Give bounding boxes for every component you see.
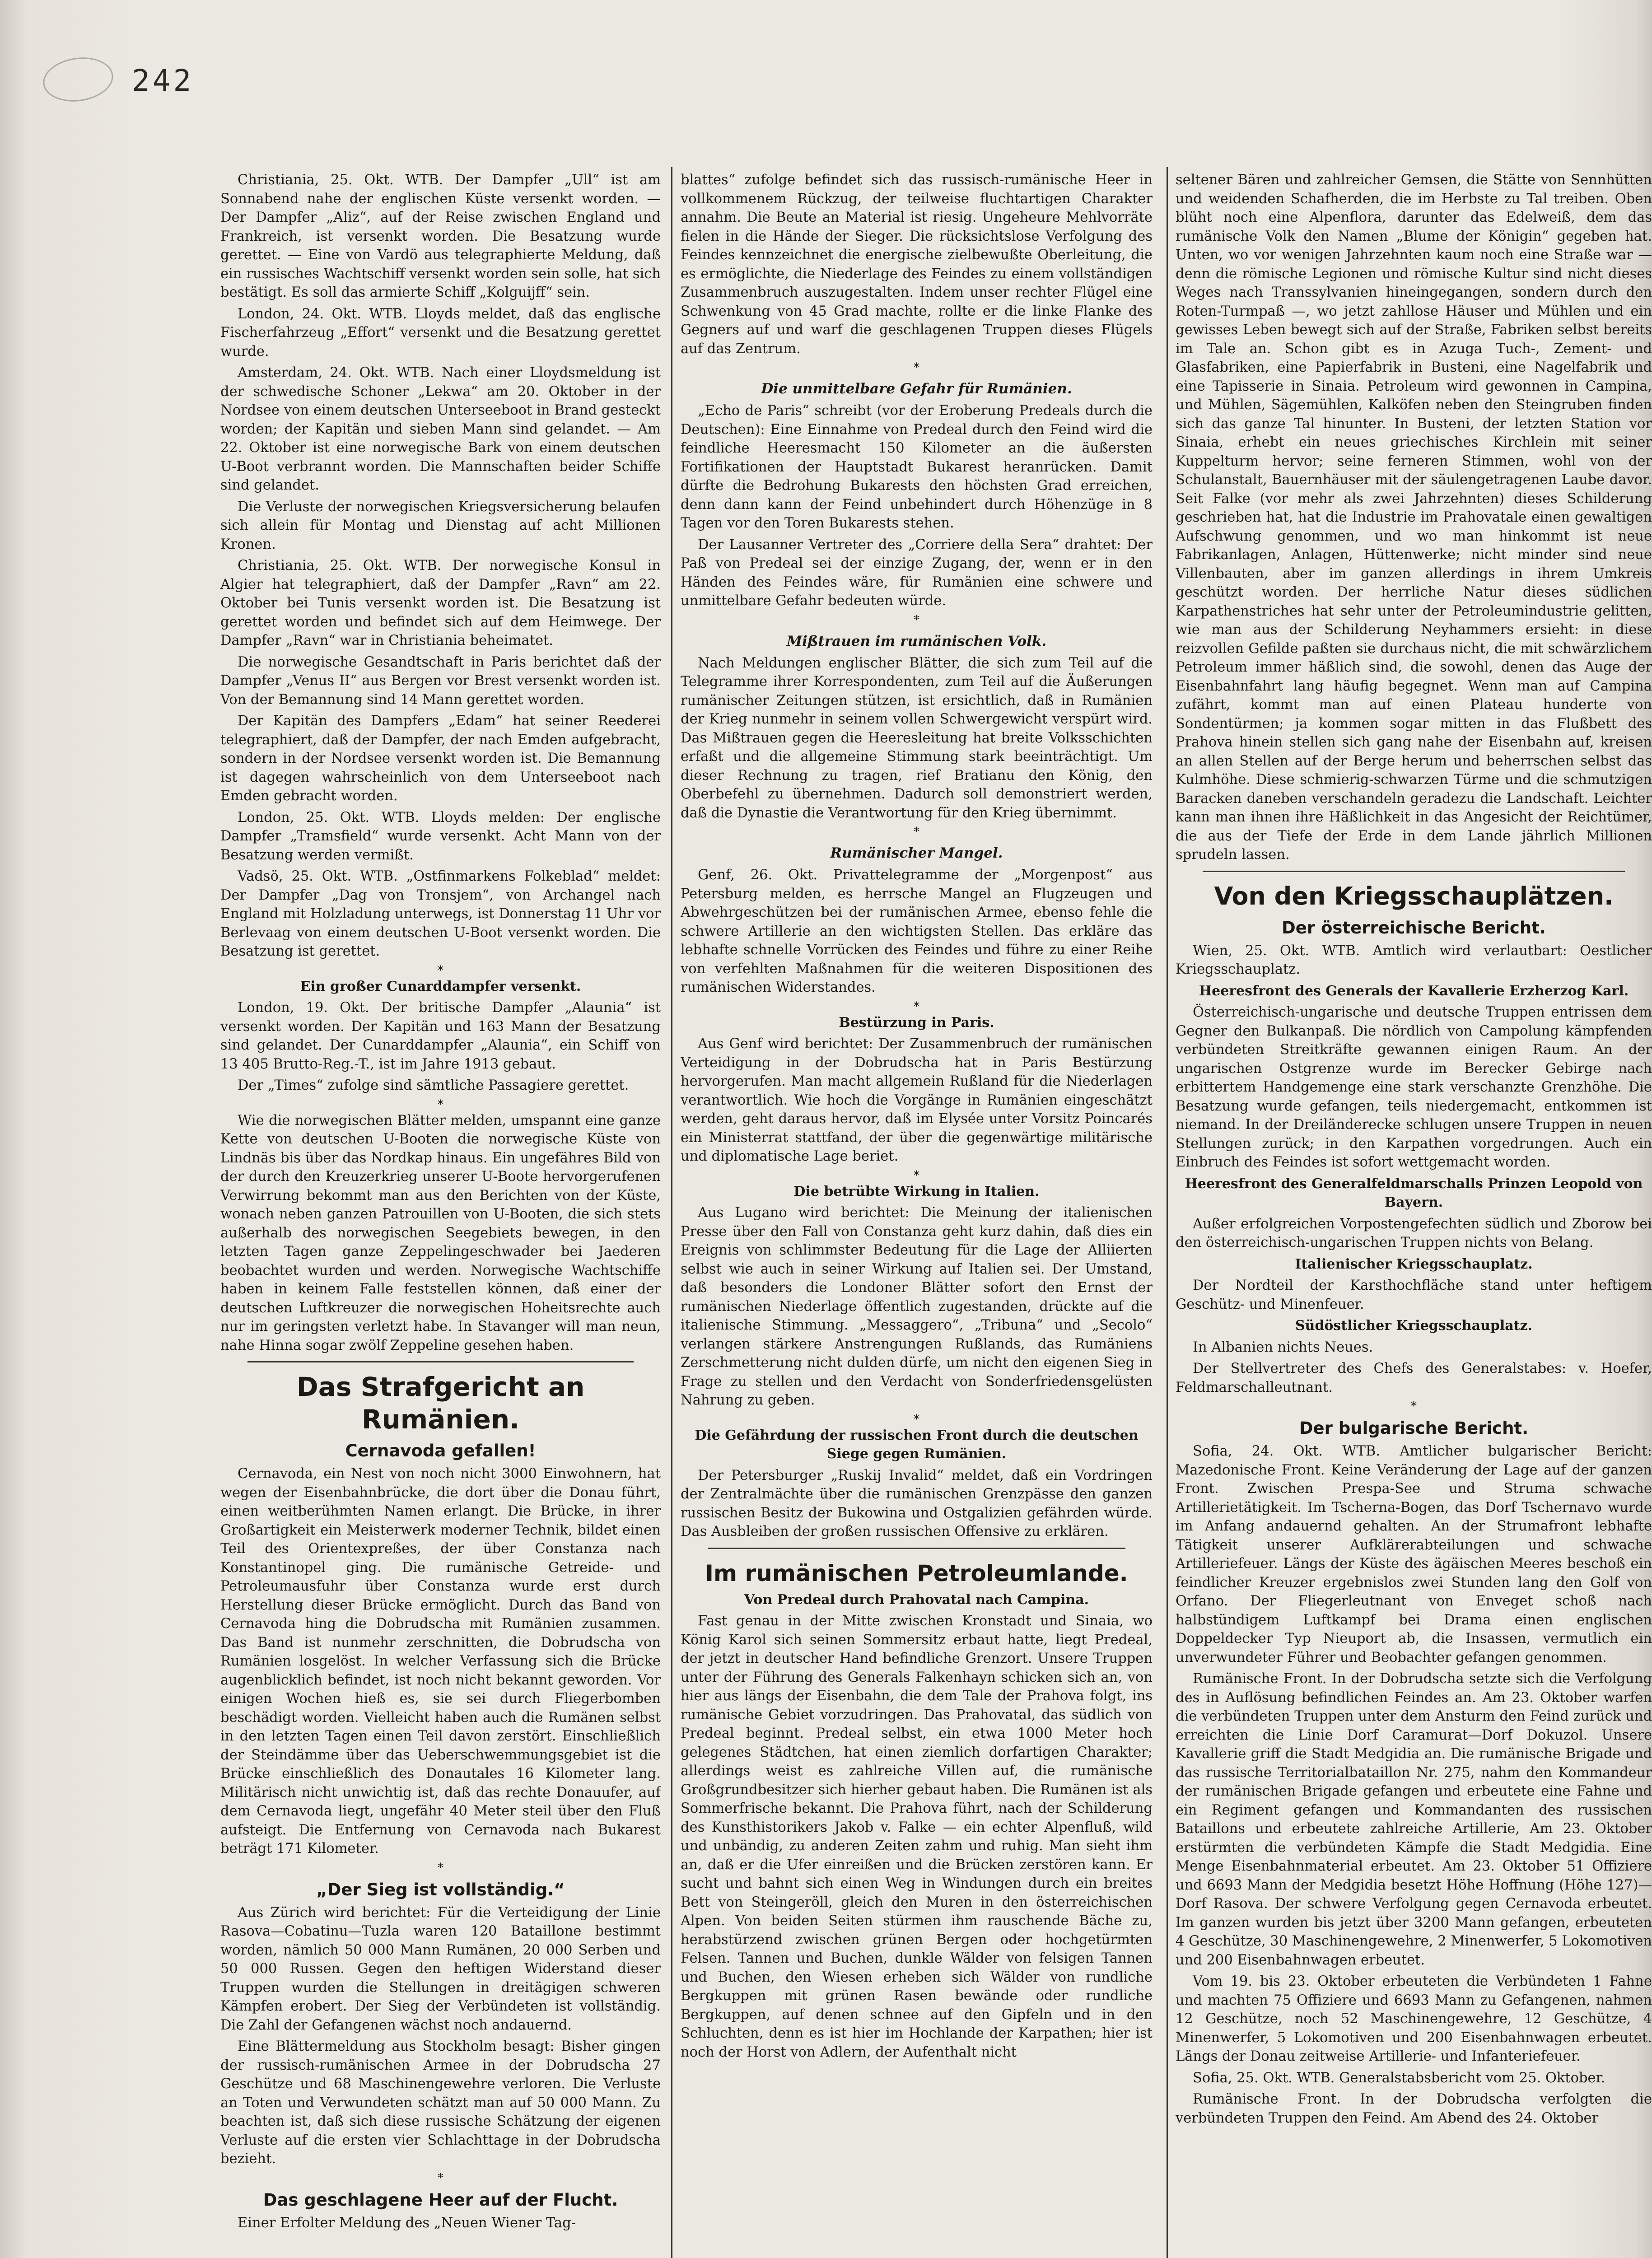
asterisk-separator: *	[438, 1861, 443, 1875]
article-paragraph: „Echo de Paris“ schreibt (vor der Eroberung Predeals durch die Deutschen): Eine Einnahme von Predeal durch den Feind wird die feindliche Heeresmacht 150 Kilometer an die äußersten Fortifikationen der Hauptstadt Bukarest heranrücken. Damit dürfte die Bedrohung Bukarests den höchsten Grad erreichen, denn dann kann der Feind unbehindert durch Höhenzüge in 8 Tagen vor den Toren Bukarests stehen.	[681, 403, 1153, 531]
article-paragraph: Aus Zürich wird berichtet: Für die Verteidigung der Linie Rasova—Cobatinu—Tuzla waren 120 Bataillone bestimmt worden, nämlich 50 000 Mann Rumänen, 20 000 Serben und 50 000 Russen. Gegen den heftigen Widerstand dieser Truppen wurden die Stellungen in dreitägigen schweren Kämpfen erobert. Der Sieg der Verbündeten ist vollständig. Die Zahl der Gefangenen wächst noch andauernd.	[220, 1904, 661, 2033]
subheadline: Cernavoda gefallen!	[345, 1441, 536, 1460]
subheading: Heeresfront des Generals der Kavallerie Erzherzog Karl.	[1199, 983, 1629, 999]
subheading: Bestürzung in Paris.	[839, 1014, 994, 1031]
article-paragraph: London, 25. Okt. WTB. Lloyds melden: Der englische Dampfer „Tramsfield“ wurde versenkt. Acht Mann von der Besatzung werden vermißt.	[220, 809, 661, 863]
article-paragraph: Eine Blättermeldung aus Stockholm besagt: Bisher gingen der russisch-rumänischen Armee in der Dobrudscha 27 Geschütze und 68 Maschinengewehre verloren. Die Verluste an Toten und Verwundeten schätzt man auf 50 000 Mann. Zu beachten ist, daß sich diese russische Schätzung der eigenen Verluste auf die ersten vier Schlachttage in der Dobrudscha bezieht.	[220, 2039, 661, 2167]
article-paragraph: blattes“ zufolge befindet sich das russisch-rumänische Heer in vollkommenem Rückzug, der teilweise fluchtartigen Charakter annahm. Die Beute an Material ist riesig. Ungeheure Mehlvorräte fielen in die Hände der Sieger. Die rücksichtslose Verfolgung des Feindes kennzeichnet die energische zielbewußte Oberleitung, die es ermöglichte, die Niederlage des Feindes zu einem vollständigen Zusammenbruch auszugestalten. Indem unser rechter Flügel eine Schwenkung von 45 Grad machte, rollte er die linke Flanke des Gegners auf und warf die geschlagenen Truppen dieses Flügels auf das Zentrum.	[681, 172, 1153, 357]
article-paragraph: seltener Bären und zahlreicher Gemsen, die Stätte von Sennhütten und weidenden Schafherden, die im Herbste zu Tal treiben. Oben blüht noch eine Alpenflora, darunter das Edelweiß, dem das rumänische Volk den Namen „Blume der Königin“ gegeben hat. Unten, wo vor wenigen Jahrzehnten kaum noch eine Straße war — denn die römische Legionen und römische Kultur sind nicht dieses Weges nach Transsylvanien hineingegangen, sondern durch den Roten-Turmpaß —, wo jetzt zahllose Häuser und Mühlen und ein gewisses Leben bewegt sich auf der Straße, Fabriken selbst bereits im Tale an. Schon gibt es in Azuga Tuch-, Zement- und Glasfabriken, eine Papierfabrik in Busteni, eine Nagelfabrik und eine Tapisserie in Sinaia. Petroleum wird gewonnen in Campina, und Mühlen, Sägemühlen, Kalköfen neben den Steingruben finden sich das ganze Tal hinunter. In Busteni, der letzten Station vor Sinaia, erhebt ein neues griechisches Kirchlein mit seiner Kuppelturm hervor; seine ferneren Stimmen, wohl von der Schulanstalt, Bauernhäuser mit der säulengetragenen Laube davor. Seit Falke (vor mehr als zwei Jahrzehnten) dieses Schilderung geschrieben hat, hat die Industrie im Prahovatale einen gewaltigen Aufschwung genommen, und wo man hinkommt ist neue Fabrikanlagen, Anlagen, Hüttenwerke; nicht minder sind neue Villenbauten, aber im ganzen allerdings in ihrem Umkreis geschützt worden. Der herrliche Natur dieses südlichen Karpathenstriches hat sehr unter der Petroleumindustrie gelitten, wie man aus der Schilderung Neyhammers ersieht: in diese reizvollen Gefilde paßten sie durchaus nicht, die mit schwärzlichem Petroleum immer häßlich sind, die sowohl, denen das Auge der Eisenbahnfahrt lang häufig begegnet. Wenn man auf Campina zufährt, kommt man auf einen Plateau hunderte von Sondentürmen; ja kommen sogar mitten in das Flußbett des Prahova hinein stellen sich gang nahe der Eisenbahn auf, kreisen an allen Stellen auf der Berge herum und beherrschen selbst das Kulmhöhe. Diese schmierig-schwarzen Türme und die schmutzigen Baracken daneben verschandeln geradezu die Landschaft. Leichter kann man ihnen ihre Häßlichkeit in das Angesicht der Reichtümer, die aus der Tiefe der Erde in dem Lande jährlich Millionen sprudeln lassen.	[1176, 172, 1652, 863]
section-rule	[1203, 871, 1625, 872]
article-paragraph: Österreichisch-ungarische und deutsche Truppen entrissen dem Gegner den Bulkanpaß. Die nördlich von Campolung kämpfenden verbündeten Streitkräfte gewannen einigen Raum. An der ungarischen Ostgrenze wurde im Berecker Gebirge nach erbittertem Handgemenge eine stark verschanzte Grenzhöhe. Die Besatzung wurde gefangen, teils niedergemacht, entkommen ist niemand. In der Dreiländerecke schlugen unsere Truppen in neuen Stellungen zurück; in den Karpathen vorgedrungen. Auch ein Einbruch des Feindes ist sofort wettgemacht worden.	[1176, 1004, 1652, 1170]
subheadline: Rumänischer Mangel.	[830, 845, 1003, 861]
column-rule	[1167, 167, 1168, 2258]
section-rule	[708, 1548, 1125, 1549]
subheadline: Der bulgarische Bericht.	[1299, 1418, 1529, 1438]
article-paragraph: Fast genau in der Mitte zwischen Kronstadt und Sinaia, wo König Karol sich seinen Sommersitz erbaut hatte, liegt Predeal, der jetzt in deutscher Hand befindliche Grenzort. Unsere Truppen unter der Führung des Generals Falkenhayn schicken sich an, von hier aus längs der Eisenbahn, die dem Tale der Prahova folgt, ins rumänische Gebiet vorzudringen. Das Prahovatal, das südlich von Predeal beginnt. Predeal selbst, ein etwa 1000 Meter hoch gelegenes Städtchen, hat einen ziemlich dorfartigen Charakter; allerdings weist es zahlreiche Villen auf, die rumänische Großgrundbesitzer sich hierher gebaut haben. Die Rumänen ist als Sommerfrische bekannt. Die Prahova führt, nach der Schilderung des Kunsthistorikers Jakob v. Falke — ein echter Alpenfluß, wild und unbändig, zu anderen Zeiten zahm und ruhig. Man sieht ihm an, daß er die Ufer einreißen und die Brücken zerstören kann. Er sucht und bahnt sich einen Weg in Windungen durch ein breites Bett von Steingeröll, gleich den Muren in den österreichischen Alpen. Von beiden Seiten stürmen ihm rauschende Bäche zu, herabstürzend zwischen grünen Bergen oder hochgetürmten Felsen. Tannen und Buchen, dunkle Wälder von felsigen Tannen und Buchen, den Wiesen erheben sich Wälder von rundliche Bergkuppen mit grünen Rasen bewände oder rundliche Bergkuppen, auf denen schnee auf den Gipfeln und in den Schluchten, denn es ist hier im Hochlande der Karpathen; hier ist noch der Horst von Adlern, der Aufenthalt nicht	[681, 1613, 1153, 2060]
article-paragraph: Sofia, 25. Okt. WTB. Generalstabsbericht vom 25. Oktober.	[1193, 2070, 1605, 2086]
article-paragraph: Der Kapitän des Dampfers „Edam“ hat seiner Reederei telegraphiert, daß der Dampfer, der nach Emden aufgebracht, sondern in der Nordsee versenkt worden ist. Die Bemannung ist dagegen wahrscheinlich von dem Unterseeboot nach Emden gebracht worden.	[220, 713, 661, 804]
subheading: Ein großer Cunarddampfer versenkt.	[300, 978, 581, 994]
article-paragraph: Genf, 26. Okt. Privattelegramme der „Morgenpost“ aus Petersburg melden, es herrsche Mangel an Flugzeugen und Abwehrgeschützen bei der rumänischen Armee, ebenso fehle die schwere Artillerie an den wichtigsten Stellen. Das erkläre das lebhafte schnelle Vorrücken des Feindes und führe zu einer Reihe von verfehlten Maßnahmen für die weiteren Dispositionen des rumänischen Widerstandes.	[681, 867, 1153, 995]
article-paragraph: Einer Erfolter Meldung des „Neuen Wiener Tag-	[238, 2215, 576, 2231]
article-paragraph: Christiania, 25. Okt. WTB. Der norwegische Konsul in Algier hat telegraphiert, daß der Dampfer „Ravn“ am 22. Oktober bei Tunis versenkt worden ist. Die Besatzung ist gerettet worden und befindet sich auf dem Heimwege. Der Dampfer „Ravn“ war in Christiania beheimatet.	[220, 558, 661, 648]
subheading: Italienischer Kriegsschauplatz.	[1295, 1256, 1533, 1272]
article-paragraph: Die Verluste der norwegischen Kriegsversicherung belaufen sich allein für Montag und Dienstag auf acht Millionen Kronen.	[220, 499, 661, 552]
article-paragraph: Vom 19. bis 23. Oktober erbeuteten die Verbündeten 1 Fahne und machten 75 Offiziere und 6693 Mann zu Gefangenen, nahmen 12 Geschütze, noch 52 Maschinengewehre, 12 Geschütze, 4 Minenwerfer, 5 Lokomotiven und 200 Eisenbahnwagen erbeutet. Längs der Donau zeitweise Artillerie- und Infanteriefeuer.	[1176, 1973, 1652, 2064]
subheadline: „Der Sieg ist vollständig.“	[316, 1880, 565, 1899]
article-paragraph: Aus Lugano wird berichtet: Die Meinung der italienischen Presse über den Fall von Constanza geht kurz dahin, daß dies ein Ereignis von schlimmster Bedeutung für die Lage der Alliierten selbst wie auch in seiner Wirkung auf Italien sei. Der Umstand, daß besonders die Londoner Blätter sofort den Ernst der rumänischen Niederlage öffentlich zugestanden, drückte auf die italienische Stimmung. „Messaggero“, „Tribuna“ und „Secolo“ verlangen stärkere Anstrengungen Rußlands, das Rumäniens Zerschmetterung nicht dulden dürfe, um nicht den eigenen Sieg in Frage zu stellen und den Verdacht von Sonderfriedensgelüsten Nahrung zu geben.	[681, 1205, 1153, 1408]
article-paragraph: In Albanien nichts Neues.	[1193, 1339, 1373, 1355]
article-paragraph: Die norwegische Gesandtschaft in Paris berichtet daß der Dampfer „Venus II“ aus Bergen vor Brest versenkt worden ist. Von der Bemannung sind 14 Mann gerettet worden.	[220, 654, 661, 708]
article-paragraph: Wie die norwegischen Blätter melden, umspannt eine ganze Kette von deutschen U-Booten die norwegische Küste von Lindnäs bis über das Nordkap hinaus. Ein ungefähres Bild von der durch den Kreuzerkrieg unserer U-Boote hervorgerufenen Verwirrung bekommt man aus den Berichten von der Küste, wonach neben ganzen Patrouillen von U-Booten, die sich stets außerhalb des norwegischen Seegebiets bewegen, in den letzten Tagen ganze Zeppelingeschwader bei Jaederen beobachtet wurden und werden. Norwegische Wachtschiffe haben in keinem Falle feststellen können, daß einer der deutschen Luftkreuzer die norwegischen Hoheitsrechte auch nur im geringsten verletzt habe. In Stavanger will man neun, nahe Hinna sogar zwölf Zeppeline gesehen haben.	[220, 1112, 661, 1353]
page-number: 242	[132, 63, 194, 98]
article-paragraph: Der Stellvertreter des Chefs des Generalstabes: v. Hoefer, Feldmarschalleutnant.	[1176, 1361, 1652, 1395]
asterisk-separator: *	[438, 963, 443, 977]
subheadline: Der österreichische Bericht.	[1282, 918, 1546, 938]
headline: Im rumänischen Petroleumlande.	[705, 1560, 1128, 1586]
article-paragraph: London, 24. Okt. WTB. Lloyds meldet, daß das englische Fischerfahrzeug „Effort“ versenkt und die Besatzung gerettet wurde.	[220, 306, 661, 359]
article-paragraph: Christiania, 25. Okt. WTB. Der Dampfer „Ull“ ist am Sonnabend nahe der englischen Küste versenkt worden. — Der Dampfer „Aliz“, auf der Reise zwischen England und Frankreich, ist versenkt worden. Die Besatzung wurde gerettet. — Eine von Vardö aus telegraphierte Meldung, daß ein russisches Wachtschiff versenkt worden sein solle, hat sich bestätigt. Es soll das armierte Schiff „Kolguijff“ sein.	[220, 172, 661, 300]
column-rule	[671, 167, 672, 2258]
article-paragraph: Amsterdam, 24. Okt. WTB. Nach einer Lloydsmeldung ist der schwedische Schoner „Lekwa“ am 20. Oktober in der Nordsee von einem deutschen Unterseeboot in Brand gesteckt worden; der Kapitän und sieben Mann sind gelandet. — Am 22. Oktober ist eine norwegische Bark von einem deutschen U-Boot verbrannt worden. Die Mannschaften beider Schiffe sind gelandet.	[220, 365, 661, 493]
asterisk-separator: *	[1411, 1400, 1417, 1413]
subheading: Südöstlicher Kriegsschauplatz.	[1295, 1318, 1532, 1334]
subheading: Die betrübte Wirkung in Italien.	[793, 1183, 1040, 1199]
article-paragraph: Wien, 25. Okt. WTB. Amtlich wird verlautbart: Oestlicher Kriegsschauplatz.	[1176, 942, 1652, 977]
asterisk-separator: *	[438, 1097, 443, 1111]
headline: Von den Kriegsschauplätzen.	[1214, 882, 1614, 910]
article-paragraph: Außer erfolgreichen Vorpostengefechten südlich und Zborow bei den österreichisch-ungarischen Truppen nichts von Belang.	[1176, 1216, 1652, 1250]
article-paragraph: Der Lausanner Vertreter des „Corriere della Sera“ drahtet: Der Paß von Predeal sei der einzige Zugang, der, wenn er in den Händen des Feindes wäre, für Rumänien eine schwere und unmittelbare Gefahr bedeuten würde.	[681, 537, 1153, 609]
subheading: Die Gefährdung der russischen Front durch die deutschen Siege gegen Rumänien.	[695, 1427, 1139, 1462]
subheadline: Die unmittelbare Gefahr für Rumänien.	[761, 381, 1072, 397]
column-2	[681, 171, 1153, 2258]
article-paragraph: Der Petersburger „Ruskij Invalid“ meldet, daß ein Vordringen der Zentralmächte über die rumänischen Grenzpässe den ganzen russischen Besitz der Bukowina und Ostgalizien gefährden würde. Das Ausbleiben der großen russischen Offensive zu erklären.	[681, 1467, 1153, 1540]
subheadline: Mißtrauen im rumänischen Volk.	[786, 633, 1047, 649]
asterisk-separator: *	[914, 999, 919, 1013]
article-paragraph: Nach Meldungen englischer Blätter, die sich zum Teil auf die Telegramme ihrer Korrespondenten, zum Teil auf die Äußerungen rumänischer Zeitungen stützen, ist ersichtlich, daß in Rumänien der Krieg nunmehr in seinem vollen Schwergewicht verspürt wird. Das Mißtrauen gegen die Heeresleitung hat breite Volksschichten erfaßt und die allgemeine Stimmung stark beeinträchtigt. Um dieser Rechnung zu tragen, rief Bratianu den König, den Oberbefehl zu übernehmen. Dadurch soll demonstriert werden, daß die Dynastie die Verantwortung für den Krieg übernimmt.	[681, 655, 1153, 821]
headline: Das Strafgericht an Rumänien.	[296, 1372, 585, 1435]
column-1	[220, 171, 661, 2258]
subheading: Von Predeal durch Prahovatal nach Campina.	[744, 1591, 1089, 1608]
article-paragraph: Rumänische Front. In der Dobrudscha verfolgten die verbündeten Truppen den Feind. Am Abend des 24. Oktober	[1176, 2091, 1652, 2126]
article-paragraph: Aus Genf wird berichtet: Der Zusammenbruch der rumänischen Verteidigung in der Dobrudscha hat in Paris Bestürzung hervorgerufen. Man macht allgemein Rußland für die Niederlagen verantwortlich. Wie hoch die Vorgänge in Rumänien eingeschätzt werden, geht daraus hervor, daß im Elysée unter Vorsitz Poincarés ein Ministerrat stattfand, der über die gegenwärtige militärische und diplomatische Lage beriet.	[681, 1036, 1153, 1164]
article-paragraph: Der Nordteil der Karsthochfläche stand unter heftigem Geschütz- und Minenfeuer.	[1176, 1278, 1652, 1312]
article-paragraph: London, 19. Okt. Der britische Dampfer „Alaunia“ ist versenkt worden. Der Kapitän und 163 Mann der Besatzung sind gelandet. Der Cunarddampfer „Alaunia“, ein Schiff von 13 405 Brutto-Reg.-T., ist im Jahre 1913 gebaut.	[220, 1000, 661, 1072]
article-paragraph: Der „Times“ zufolge sind sämtliche Passagiere gerettet.	[238, 1078, 629, 1093]
asterisk-separator: *	[914, 361, 919, 374]
article-paragraph: Vadsö, 25. Okt. WTB. „Ostfinmarkens Folkeblad“ meldet: Der Dampfer „Dag von Tronsjem“, von Archangel nach England mit Holzladung unterwegs, ist Donnerstag 11 Uhr vor Berlevaag von einem deutschen U-Boot versenkt worden. Die Besatzung ist gerettet.	[220, 868, 661, 959]
section-rule	[247, 1361, 634, 1362]
article-paragraph: Cernavoda, ein Nest von noch nicht 3000 Einwohnern, hat wegen der Eisenbahnbrücke, die dort über die Donau führt, einen weitberühmten Namen erlangt. Die Brücke, in ihrer Großartigkeit ein Meisterwerk moderner Technik, bildet einen Teil des Orientexpreßes, der über Constanza nach Konstantinopel ging. Die rumänische Getreide- und Petroleumausfuhr über Constanza wurde erst durch Herstellung dieser Brücke ermöglicht. Durch das Band von Cernavoda hing die Dobrudscha mit Rumänien zusammen. Das Band ist nunmehr zerschnitten, die Dobrudscha von Rumänien losgelöst. In welcher Verfassung sich die Brücke augenblicklich befindet, ist noch nicht bekannt geworden. Vor einigen Wochen hieß es, sie sei durch Fliegerbomben beschädigt worden. Vielleicht haben auch die Rumänen selbst in den letzten Tagen einen Teil davon zerstört. Einschließlich der Steindämme über das Ueberschwemmungsgebiet ist die Brücke einschließlich des Donautales 16 Kilometer lang. Militärisch nicht unwichtig ist, daß das rechte Donauufer, auf dem Cernavoda liegt, ungefähr 40 Meter steil über den Fluß aufsteigt. Die Entfernung von Cernavoda nach Bukarest beträgt 171 Kilometer.	[220, 1466, 661, 1857]
asterisk-separator: *	[914, 1168, 919, 1182]
asterisk-separator: *	[914, 1412, 919, 1426]
column-3	[1176, 171, 1652, 2258]
article-paragraph: Sofia, 24. Okt. WTB. Amtlicher bulgarischer Bericht: Mazedonische Front. Keine Veränderung der Lage auf der ganzen Front. Zwischen Prespa-See und Struma schwache Artillerietätigkeit. Im Tscherna-Bogen, das Dorf Tschernavo wurde im Anfang andauernd gehalten. An der Strumafront lebhafte Tätigkeit unserer Aufklärerabteilungen und schwache Artilleriefeuer. Längs der Küste des ägäischen Meeres beschoß ein feindlicher Kreuzer ergebnislos zwei Stunden lang den Golf von Orfano. Der Fliegerleutnant von Enveget schoß nach halbstündigem Luftkampf bei Drama einen englischen Doppeldecker Typ Nieuport ab, die Insassen, vermutlich ein unverwundeter Führer und Beobachter gefangen genommen.	[1176, 1443, 1652, 1666]
library-stamp	[40, 53, 116, 106]
subheadline: Das geschlagene Heer auf der Flucht.	[263, 2190, 618, 2210]
article-paragraph: Rumänische Front. In der Dobrudscha setzte sich die Verfolgung des in Auflösung befindlichen Feindes an. Am 23. Oktober warfen die verbündeten Truppen unter dem Ansturm den Feind zurück und erreichten die Linie Dorf Caramurat—Dorf Dokuzol. Unsere Kavallerie griff die Stadt Medgidia an. Die rumänische Brigade und das russische Territorialbataillon Nr. 275, nahm den Kommandeur der rumänischen Brigade gefangen und erbeutete eine Fahne und ein Regiment gefangen und Kommandanten des russischen Bataillons und erbeutete zahlreiche Artillerie, Am 23. Oktober erstürmten die verbündeten Kämpfe die Stadt Medgidia. Eine Menge Eisenbahnmaterial erbeutet. Am 23. Oktober 51 Offiziere und 6693 Mann der Medgidia besetzt Höhe Hoffnung (Höhe 127)—Dorf Rasova. Der schwere Verfolgung gegen Cernavoda erbeutet. Im ganzen wurden bis jetzt über 3200 Mann gefangen, erbeuteten 4 Geschütze, 30 Maschinengewehre, 2 Minenwerfer, 5 Lokomotiven und 200 Eisenbahnwagen erbeutet.	[1176, 1671, 1652, 1968]
asterisk-separator: *	[914, 613, 919, 627]
asterisk-separator: *	[914, 825, 919, 839]
asterisk-separator: *	[438, 2171, 443, 2185]
subheading: Heeresfront des Generalfeldmarschalls Prinzen Leopold von Bayern.	[1185, 1176, 1643, 1210]
